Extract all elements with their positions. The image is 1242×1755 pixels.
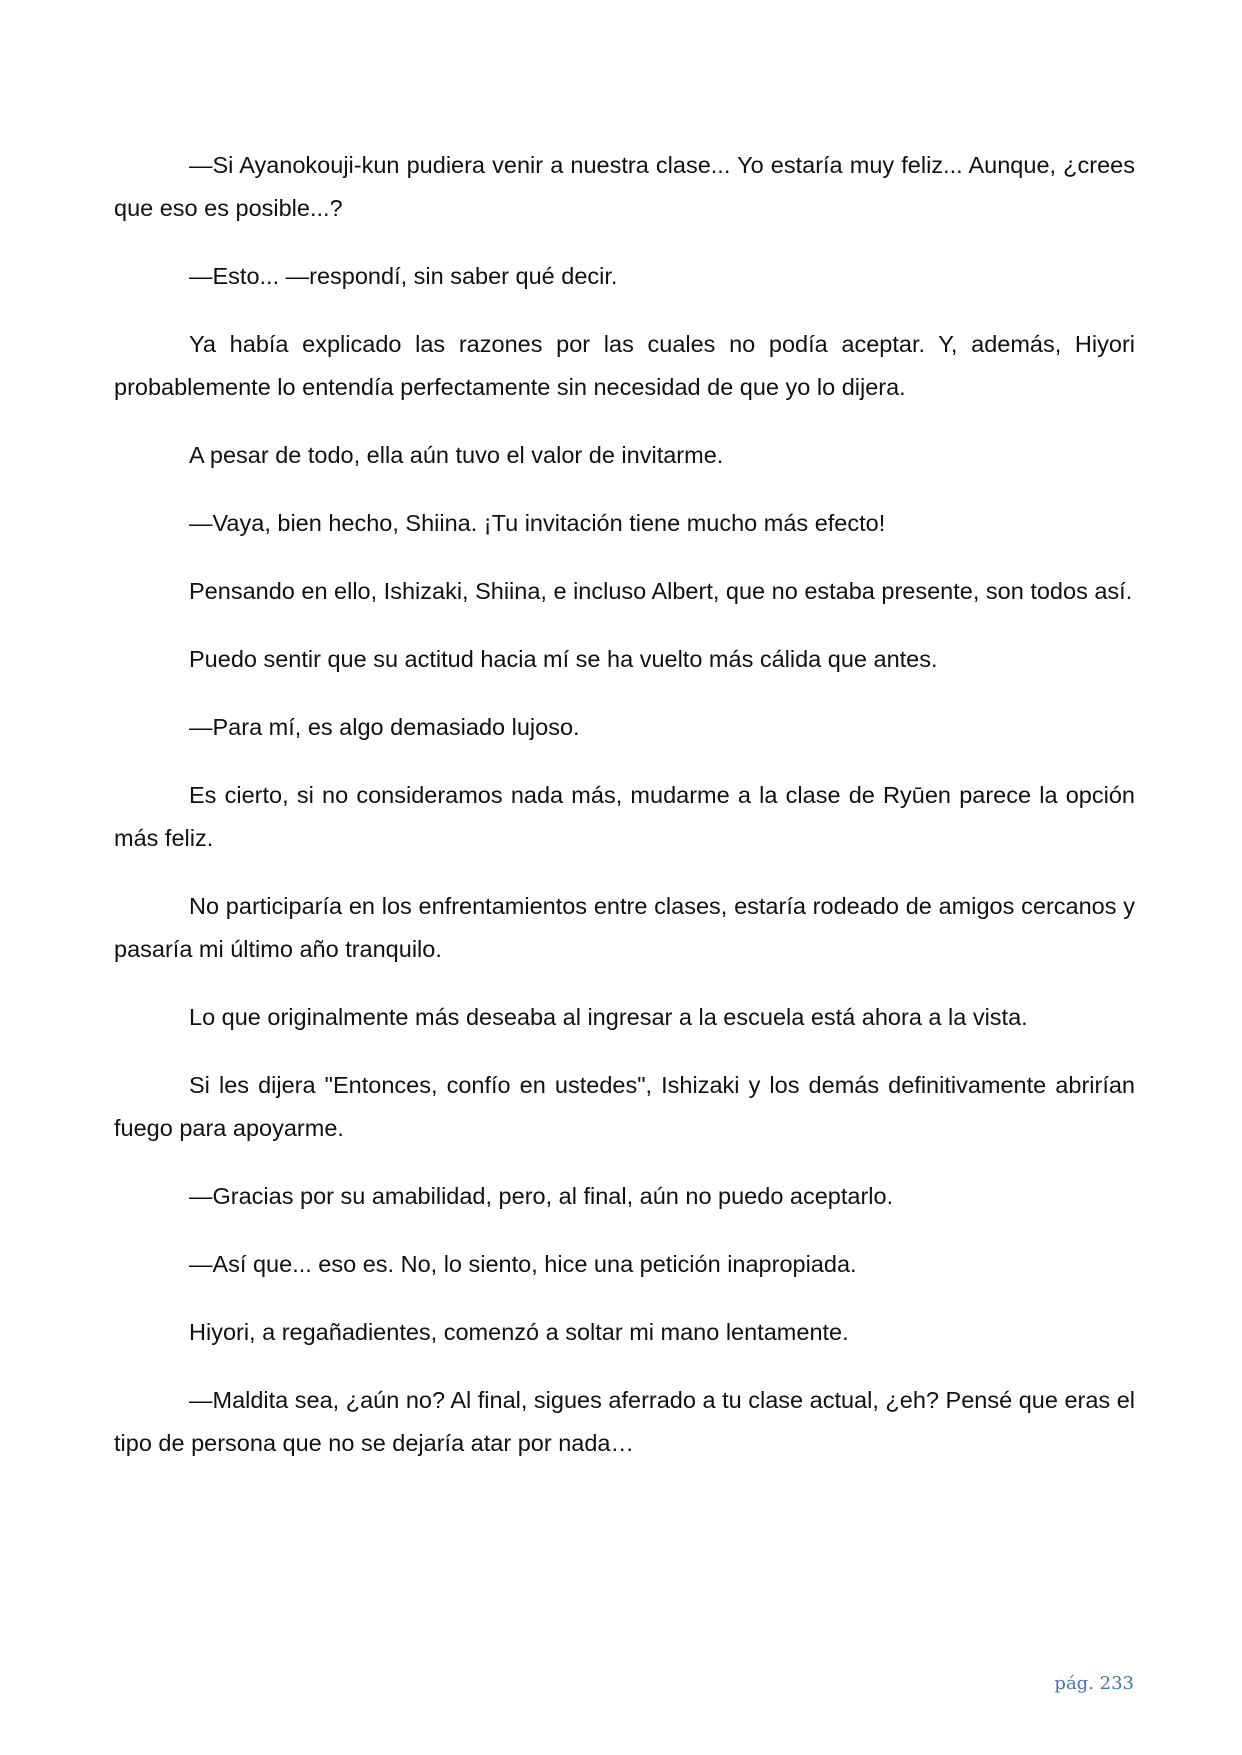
paragraph: Si les dijera "Entonces, confío en ustedes", Ishizaki y los demás definitivamente abrirían fuego para apoyarme.	[114, 1072, 1135, 1141]
paragraph: Es cierto, si no consideramos nada más, mudarme a la clase de Ryūen parece la opción más feliz.	[114, 782, 1135, 851]
paragraph: —Si Ayanokouji-kun pudiera venir a nuestra clase... Yo estaría muy feliz... Aunque, ¿crees que eso es posible...?	[114, 152, 1135, 221]
paragraph: Hiyori, a regañadientes, comenzó a soltar mi mano lentamente.	[189, 1319, 849, 1345]
paragraph: —Maldita sea, ¿aún no? Al final, sigues aferrado a tu clase actual, ¿eh? Pensé que eras el tipo de persona que no se dejaría atar por nada…	[114, 1387, 1135, 1456]
body-text	[114, 144, 1135, 1490]
page-number: pág. 233	[1054, 1673, 1134, 1694]
paragraph: No participaría en los enfrentamientos entre clases, estaría rodeado de amigos cercanos y pasaría mi último año tranquilo.	[114, 893, 1135, 962]
paragraph: Ya había explicado las razones por las cuales no podía aceptar. Y, además, Hiyori probablemente lo entendía perfectamente sin necesidad de que yo lo dijera.	[114, 331, 1135, 400]
paragraph: Puedo sentir que su actitud hacia mí se ha vuelto más cálida que antes.	[189, 646, 938, 672]
paragraph: —Esto... —respondí, sin saber qué decir.	[189, 263, 618, 289]
paragraph: A pesar de todo, ella aún tuvo el valor de invitarme.	[189, 442, 724, 468]
paragraph: Lo que originalmente más deseaba al ingresar a la escuela está ahora a la vista.	[189, 1004, 1028, 1030]
paragraph: —Para mí, es algo demasiado lujoso.	[189, 714, 580, 740]
paragraph: —Gracias por su amabilidad, pero, al final, aún no puedo aceptarlo.	[189, 1183, 894, 1209]
paragraph: —Vaya, bien hecho, Shiina. ¡Tu invitación tiene mucho más efecto!	[189, 510, 886, 536]
paragraph: —Así que... eso es. No, lo siento, hice una petición inapropiada.	[189, 1251, 857, 1277]
paragraph: Pensando en ello, Ishizaki, Shiina, e incluso Albert, que no estaba presente, son todos así.	[189, 578, 1133, 604]
